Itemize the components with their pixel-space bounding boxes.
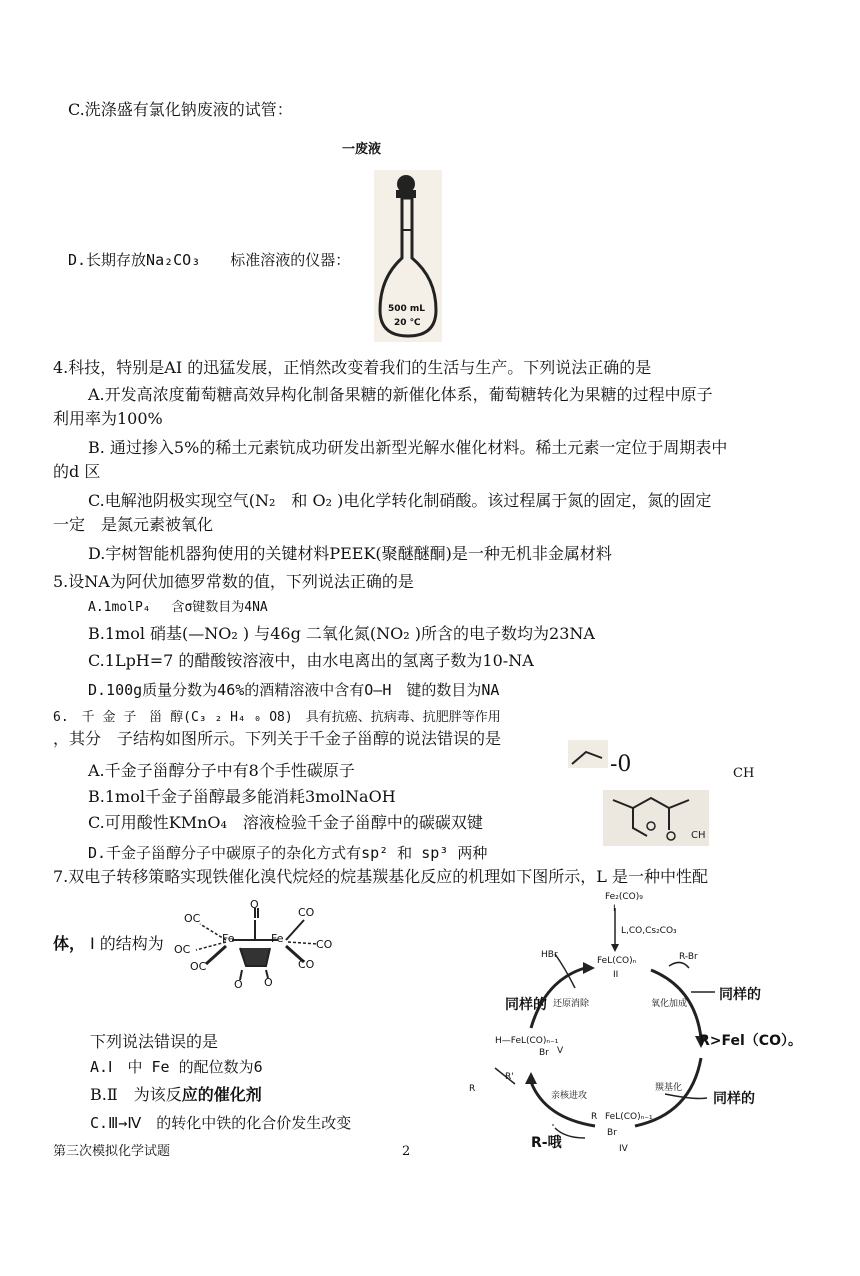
bridging-o-top: O bbox=[250, 898, 259, 911]
cycle-iv-br: Br bbox=[607, 1128, 617, 1138]
cycle-label-i: I bbox=[613, 904, 616, 914]
q6-stem-line1: 6. 千 金 子 甾 醇(C₃ ₂ H₄ ₀ O8) 具有抗癌、抗病毒、抗肥胖等作用 bbox=[53, 710, 501, 725]
waste-label: 一废液 bbox=[342, 142, 382, 157]
q7-option-c: C.Ⅲ→Ⅳ 的转化中铁的化合价发生改变 bbox=[90, 1114, 352, 1132]
cycle-v-br: Br bbox=[539, 1048, 549, 1058]
bond-fragment-icon bbox=[568, 740, 608, 768]
q4-option-b-line1: B. 通过掺入5%的稀土元素钪成功研发出新型光解水催化材料。稀土元素一定位于周期表中 bbox=[88, 438, 728, 457]
cycle-iv-r: R bbox=[591, 1112, 598, 1122]
q6-option-c: C.可用酸性KMnO₄ 溶液检验千金子甾醇中的碳碳双键 bbox=[88, 813, 483, 832]
q4-option-a-line1: A.开发高浓度葡萄糖高效异构化制备果糖的新催化体系，葡萄糖转化为果糖的过程中原子 bbox=[88, 385, 713, 404]
cycle-hbr: HBr bbox=[541, 950, 558, 960]
volumetric-flask-image bbox=[374, 170, 442, 342]
fragment-oxygen-label: -0 bbox=[610, 752, 632, 777]
q7-option-a: A.Ⅰ 中 Fe 的配位数为6 bbox=[90, 1058, 263, 1076]
molecule-fragment-bottom bbox=[603, 790, 709, 846]
q3-option-d: D.长期存放Na₂CO₃ 标准溶液的仪器： bbox=[68, 251, 351, 269]
volumetric-flask-icon bbox=[374, 170, 442, 342]
catalytic-cycle-diagram bbox=[455, 888, 802, 1158]
cycle-reagents: L,CO,Cs₂CO₃ bbox=[621, 926, 677, 936]
cycle-fe2co9: Fe₂(CO)₉ bbox=[605, 892, 643, 902]
q6-stem-line2: ，其分 子结构如图所示。下列关于千金子甾醇的说法错误的是 bbox=[53, 729, 502, 748]
flask-temp-label: 20 ℃ bbox=[394, 318, 421, 328]
footer-title: 第三次模拟化学试题 bbox=[53, 1144, 171, 1159]
footer-page-number: 2 bbox=[402, 1144, 411, 1159]
q7-intro: 下列说法错误的是 bbox=[90, 1032, 219, 1051]
cycle-rbr: R-Br bbox=[679, 952, 698, 962]
q7-option-b-post: 应的催化剂 bbox=[181, 1085, 262, 1104]
diiron-complex-structure bbox=[170, 900, 350, 992]
q4-option-c-line2: 一定 是氮元素被氧化 bbox=[53, 515, 214, 534]
cycle-oxidative-add: 氧化加成 bbox=[651, 999, 688, 1009]
cycle-ester-r: R bbox=[469, 1084, 476, 1094]
cycle-carbonylation: 羰基化 bbox=[655, 1083, 683, 1093]
cycle-species-v: H—FeL(CO)ₙ₋₁ bbox=[495, 1036, 559, 1046]
q5-option-c: C.1LpH=7 的醋酸铵溶液中，由水电离出的氢离子数为10-NA bbox=[88, 651, 534, 670]
fragment-ch-label: CH bbox=[733, 766, 755, 781]
q7-option-b bbox=[90, 1085, 262, 1105]
q5-stem: 5.设NA为阿伏加德罗常数的值，下列说法正确的是 bbox=[53, 572, 414, 591]
ligand-co-2: CO bbox=[316, 938, 333, 951]
svg-text:CH: CH bbox=[691, 830, 706, 841]
iron-atom-2: Fe bbox=[271, 932, 284, 945]
cycle-roh: R-哦 bbox=[531, 1135, 562, 1151]
cycle-label-ii: II bbox=[613, 970, 619, 980]
q4-option-a-line2: 利用率为100% bbox=[53, 409, 163, 428]
bridging-o-right: O bbox=[264, 976, 273, 989]
cycle-same-bottom: 同样的 bbox=[713, 1091, 755, 1107]
cycle-species-ii: FeL(CO)ₙ bbox=[597, 956, 637, 966]
cycle-label-v: V bbox=[557, 1046, 564, 1056]
q4-option-b-line2: 的d 区 bbox=[53, 462, 101, 481]
cycle-nucleophilic: 亲核进攻 bbox=[551, 1091, 588, 1101]
cycle-label-iv: IV bbox=[619, 1144, 628, 1154]
ligand-co-3: CO bbox=[298, 958, 315, 971]
cycle-species-iv: FeL(CO)ₙ₋₁ bbox=[605, 1112, 653, 1122]
q4-option-d: D.宇树智能机器狗使用的关键材料PEEK(聚醚醚酮)是一种无机非金属材料 bbox=[88, 544, 612, 563]
q7-stem-ti: 体， bbox=[53, 934, 86, 953]
q5-option-d: D.100g质量分数为46%的酒精溶液中含有O—H 键的数目为NA bbox=[88, 681, 500, 699]
q7-stem: 7.双电子转移策略实现铁催化溴代烷烃的烷基羰基化反应的机理如下图所示，L 是一种中性配 bbox=[53, 867, 708, 886]
cycle-same-right: 同样的 bbox=[719, 987, 761, 1003]
ester-fragment-icon bbox=[603, 790, 709, 846]
q5-option-b: B.1mol 硝基(—NO₂ ) 与46g 二氧化氮(NO₂ )所含的电子数均为23NA bbox=[88, 624, 595, 643]
cycle-reductive-elim: 还原消除 bbox=[553, 999, 590, 1009]
q4-stem: 4.科技，特别是AI 的迅猛发展，正悄然改变着我们的生活与生产。下列说法正确的是 bbox=[53, 358, 652, 377]
cycle-ester-rprime: R' bbox=[505, 1072, 514, 1082]
q5-option-a: A.1molP₄ 含σ键数目为4NA bbox=[88, 600, 268, 615]
ligand-oc-2: OC bbox=[174, 943, 191, 956]
bridging-o-left: O bbox=[234, 978, 243, 991]
flask-volume-label: 500 mL bbox=[388, 304, 426, 314]
iron-atom-1: Fe bbox=[222, 932, 235, 945]
molecule-fragment-top bbox=[568, 740, 608, 768]
ligand-oc-1: OC bbox=[184, 912, 201, 925]
q6-option-d: D.千金子甾醇分子中碳原子的杂化方式有sp² 和 sp³ 两种 bbox=[88, 844, 488, 862]
ligand-co-1: CO bbox=[298, 906, 315, 919]
q6-option-b: B.1mol千金子甾醇最多能消耗3molNaOH bbox=[88, 787, 396, 806]
q7-stem-structure: I 的结构为 bbox=[90, 934, 164, 953]
ligand-oc-3: OC bbox=[190, 960, 207, 973]
q3-option-c: C.洗涤盛有氯化钠废液的试管： bbox=[68, 100, 293, 119]
q6-option-a: A.千金子甾醇分子中有8个手性碳原子 bbox=[88, 761, 355, 780]
cycle-rfe-species: R>Fel（CO）。 bbox=[699, 1033, 802, 1049]
q4-option-c-line1: C.电解池阴极实现空气(N₂ 和 O₂ )电化学转化制硝酸。该过程属于氮的固定，氮的固定 bbox=[88, 491, 712, 510]
cycle-same-left: 同样的 bbox=[505, 997, 547, 1013]
q7-option-b-pre: B.Ⅱ 为该反 bbox=[90, 1085, 182, 1104]
